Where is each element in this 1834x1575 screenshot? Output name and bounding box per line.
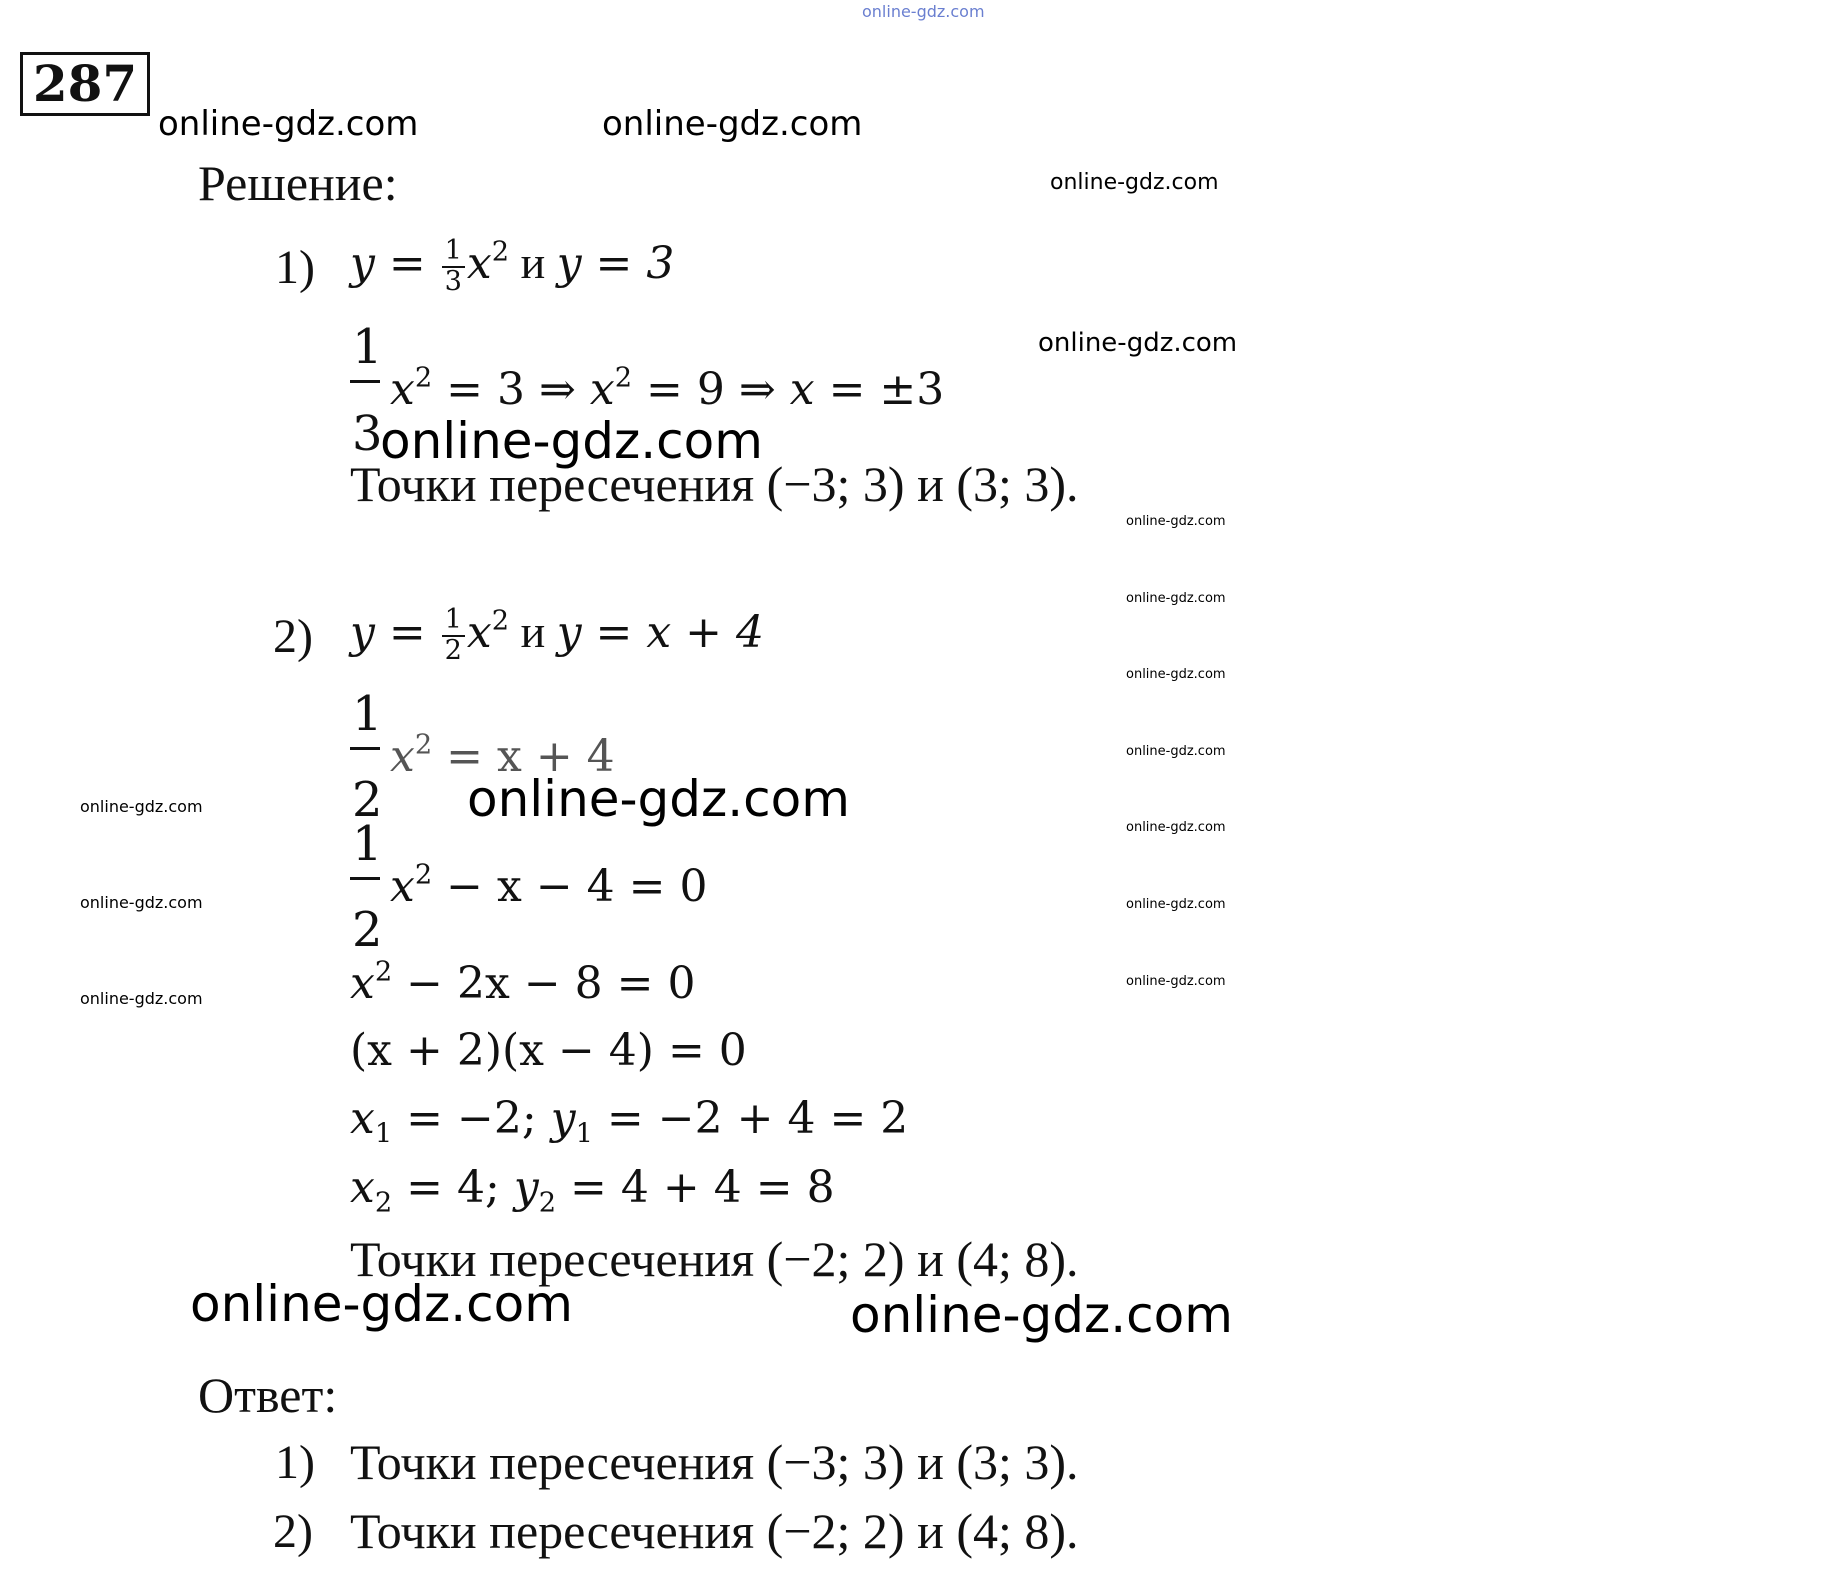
var-x: x: [466, 607, 492, 658]
watermark: online-gdz.com: [1126, 514, 1226, 529]
watermark: online-gdz.com: [190, 1275, 573, 1333]
math-text: = 4;: [392, 1162, 514, 1213]
rhs: y = x + 4: [556, 607, 765, 658]
part1-marker: 1): [275, 241, 315, 294]
equals: =: [388, 607, 426, 658]
var-x: x: [466, 238, 492, 289]
subscript: 2: [374, 1187, 393, 1219]
var-x: x: [789, 364, 815, 415]
conjunction: и: [509, 237, 557, 288]
step-frac-den: 2: [352, 902, 383, 958]
watermark: online-gdz.com: [1126, 897, 1226, 912]
subscript: 1: [575, 1118, 593, 1150]
watermark: online-gdz.com: [80, 989, 203, 1008]
math-text: = 3 ⇒: [432, 364, 590, 415]
var-x: x: [390, 861, 415, 912]
frac-num: 1: [442, 237, 465, 268]
watermark: online-gdz.com: [1126, 974, 1226, 989]
var-x: x: [350, 1093, 375, 1144]
var-x: x: [350, 958, 375, 1009]
fraction-bar: [350, 747, 380, 750]
exponent: 2: [374, 956, 393, 988]
part2-conclusion: Точки пересечения (−2; 2) и (4; 8).: [350, 1231, 1079, 1287]
part2-marker: 2): [273, 610, 313, 663]
fraction-bar: [350, 380, 380, 383]
subscript: 2: [538, 1187, 557, 1219]
exponent: 2: [614, 362, 633, 394]
watermark: online-gdz.com: [80, 893, 203, 912]
math-text: = −2;: [392, 1093, 551, 1144]
part2-line5: [350, 1093, 909, 1150]
problem-number: 287: [20, 52, 150, 116]
watermark: online-gdz.com: [1050, 170, 1219, 195]
math-text: = −2 + 4 = 2: [592, 1093, 909, 1144]
math-text: =: [814, 364, 880, 415]
step-frac-num: 1: [352, 686, 383, 742]
watermark: online-gdz.com: [380, 412, 763, 470]
watermark: online-gdz.com: [467, 770, 850, 828]
watermark: online-gdz.com: [1126, 667, 1226, 682]
math-text: = x + 4: [432, 731, 615, 782]
answer-2-marker: 2): [273, 1505, 313, 1558]
part2-line3: [350, 958, 696, 1009]
answer-1-marker: 1): [275, 1436, 315, 1489]
math-text: − x − 4 = 0: [432, 861, 708, 912]
watermark: online-gdz.com: [1126, 591, 1226, 606]
step-frac-num: 1: [352, 816, 383, 872]
watermark: online-gdz.com: [1126, 820, 1226, 835]
exponent: 2: [491, 605, 510, 637]
rhs: y = 3: [556, 238, 675, 289]
watermark: online-gdz.com: [1038, 328, 1238, 358]
var-x: x: [350, 1162, 375, 1213]
fraction: [442, 603, 465, 666]
math-text: ±3: [879, 364, 945, 415]
step-frac-num: 1: [352, 319, 383, 375]
part2-equation: [350, 605, 764, 665]
math-text: − 2x − 8 = 0: [392, 958, 696, 1009]
part2-line6: [350, 1162, 835, 1219]
watermark: online-gdz.com: [80, 797, 203, 816]
answer-2-text: Точки пересечения (−2; 2) и (4; 8).: [350, 1503, 1079, 1559]
step-frac-den: 3: [352, 406, 383, 462]
conjunction: и: [509, 606, 557, 657]
watermark: online-gdz.com: [158, 104, 419, 144]
exponent: 2: [414, 362, 433, 394]
exponent: 2: [491, 236, 510, 268]
var-y: y: [550, 1093, 576, 1144]
math-text: = 9 ⇒: [632, 364, 790, 415]
frac-num: 1: [442, 606, 465, 637]
equals: =: [388, 238, 426, 289]
var-x: x: [390, 364, 415, 415]
part1-conclusion: Точки пересечения (−3; 3) и (3; 3).: [350, 456, 1079, 512]
var-y: y: [350, 607, 375, 658]
var-x: x: [589, 364, 615, 415]
var-x: x: [390, 731, 415, 782]
solution-header: Решение:: [198, 155, 398, 211]
watermark: online-gdz.com: [850, 1286, 1233, 1344]
fraction-bar: [350, 877, 380, 880]
part2-line4: (x + 2)(x − 4) = 0: [350, 1025, 747, 1076]
exponent: 2: [414, 729, 433, 761]
watermark-top: online-gdz.com: [862, 2, 985, 21]
part1-equation: [350, 236, 674, 296]
part1-step: [390, 364, 944, 415]
var-y: y: [513, 1162, 539, 1213]
watermark: online-gdz.com: [602, 104, 863, 144]
var-y: y: [350, 238, 375, 289]
subscript: 1: [374, 1118, 393, 1150]
frac-den: 2: [444, 634, 462, 666]
part2-step2: [390, 861, 708, 912]
watermark: online-gdz.com: [1126, 744, 1226, 759]
frac-den: 3: [444, 265, 462, 297]
math-text: = 4 + 4 = 8: [556, 1162, 835, 1213]
answer-header: Ответ:: [198, 1367, 338, 1423]
exponent: 2: [414, 859, 433, 891]
fraction: [442, 234, 465, 297]
step-frac-den: 2: [352, 772, 383, 828]
answer-1-text: Точки пересечения (−3; 3) и (3; 3).: [350, 1434, 1079, 1490]
